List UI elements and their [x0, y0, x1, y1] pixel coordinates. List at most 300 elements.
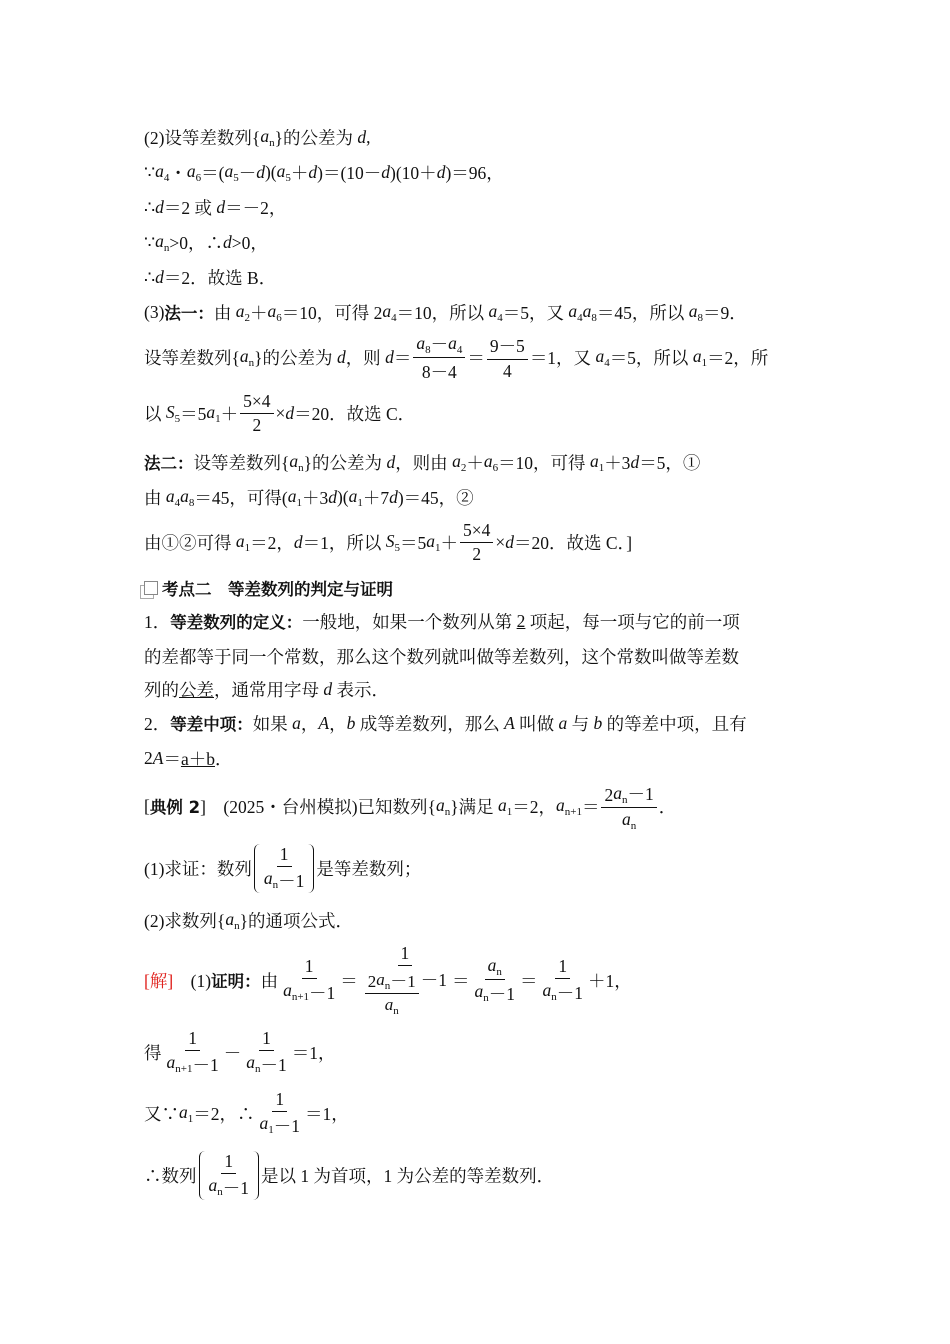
text-run: ＝1，又 [529, 347, 596, 368]
fraction-numerator [487, 333, 528, 360]
math-subscript: 2 [460, 461, 467, 474]
text-run: [ [144, 795, 150, 816]
text-run: (3) [144, 301, 165, 322]
fraction-denominator [500, 360, 515, 382]
text-run: ＝2，所 [707, 347, 769, 368]
fraction-numerator [365, 967, 419, 994]
math-variable: $a_4$ [568, 300, 583, 324]
text-run: 设等差数列{ [144, 347, 240, 368]
text-run: ＝2，∴ [193, 1103, 255, 1124]
text-run: ＝ [163, 748, 181, 769]
fraction-numerator [185, 1028, 200, 1051]
text-run: ． [658, 796, 677, 817]
math-subscript: n+1 [175, 1062, 193, 1075]
fraction-denominator [257, 1112, 304, 1138]
math-variable: d [381, 161, 391, 182]
text-run: 以 [144, 403, 166, 424]
math-variable: $a_n$ [542, 979, 557, 1003]
text-run: ∵ [144, 161, 156, 182]
text-run: )＝(10－ [317, 162, 382, 183]
math-variable: $a_5$ [224, 160, 239, 184]
math-variable: $a_n$ [208, 1174, 223, 1198]
fraction-denominator [249, 414, 264, 436]
math-variable: $a_1$ [426, 530, 441, 554]
text-run: 又∵ [144, 1103, 179, 1124]
math-variable: $S_5$ [165, 401, 181, 425]
math-variable: $a_4$ [595, 345, 610, 369]
fraction-denominator [540, 979, 587, 1005]
fraction-denominator [472, 980, 519, 1006]
fraction-denominator [382, 994, 402, 1017]
math-variable: A [504, 712, 515, 733]
fraction [280, 956, 338, 1005]
math-subscript: n [621, 793, 628, 806]
math-variable: $a_8$ [416, 332, 431, 356]
text-run: ＝45，所以 [596, 302, 689, 323]
math-subscript: n [496, 965, 502, 978]
text-run: －1 [192, 1054, 219, 1075]
text-run: ] (2025・台州模拟)已知数列{ [200, 796, 436, 817]
fraction [257, 1089, 304, 1138]
text-run: ＝1，所以 [302, 532, 386, 553]
underlined-answer: a＋b [180, 748, 215, 769]
math-variable: $a_8$ [688, 300, 704, 324]
math-variable: A [152, 747, 164, 768]
text-run: 1 [304, 955, 314, 976]
text-run: 1 [279, 843, 289, 864]
math-subscript: 4 [456, 343, 463, 356]
text-run: ，则 [345, 347, 386, 368]
solution-label: [解] [144, 970, 174, 991]
math-subscript: n [298, 461, 304, 474]
fraction-numerator [413, 331, 465, 358]
math-subscript: n [483, 991, 489, 1004]
text-run: 成等差数列，那么 [355, 713, 505, 734]
text-run: 如果 [252, 713, 293, 734]
math-variable: $a_n$ [621, 808, 637, 832]
math-variable: d [308, 161, 318, 182]
text-run: ． [214, 748, 233, 769]
math-variable: $a_1$ [589, 450, 605, 474]
math-subscript: n [551, 990, 557, 1003]
math-subscript: 2 [244, 311, 251, 324]
math-subscript: 1 [701, 356, 708, 369]
text-run: (1)求证：数列 [144, 858, 252, 879]
fraction [601, 781, 656, 832]
text-run: －1 [260, 1054, 287, 1075]
math-variable: d [256, 161, 265, 182]
fraction [460, 520, 493, 565]
math-subscript: 5 [394, 541, 400, 554]
bold-label: 等差中项： [170, 715, 253, 734]
fraction [472, 955, 519, 1006]
math-variable: d [223, 231, 232, 252]
underlined-answer: 2 [516, 610, 526, 631]
text-run: 设等差数列{ [193, 452, 290, 473]
text-run: (1) [173, 970, 212, 991]
text-run: 列的 [144, 679, 179, 700]
text-run: 一般地，如果一个数列从第 [302, 611, 517, 632]
math-variable: d [357, 126, 367, 147]
math-variable: $S_5$ [385, 530, 400, 554]
text-run: －1 [627, 783, 654, 804]
math-subscript: 1 [598, 461, 605, 474]
fraction-numerator [398, 943, 413, 966]
text-run: ＋ [466, 452, 484, 473]
text-run: }的公差为 [303, 452, 387, 473]
fraction [240, 391, 273, 436]
text-run: 1 [558, 955, 568, 976]
text-run: 1 [275, 1088, 285, 1109]
text-run: ＝5 [180, 403, 207, 424]
fraction [261, 844, 308, 893]
text-run: ＝ [581, 796, 600, 817]
text-run: )( [264, 161, 277, 182]
text-run: ＝ [520, 970, 538, 991]
fraction-denominator [206, 1174, 253, 1200]
math-variable: d [436, 161, 446, 182]
math-variable: $a_6$ [186, 160, 202, 184]
text-run: ，则由 [395, 452, 453, 473]
text-run: 2 [144, 747, 153, 768]
text-run: ＝5，① [639, 452, 701, 473]
text-run: >0， [231, 232, 268, 253]
math-subscript: 1 [506, 805, 513, 818]
text-run: 由 [213, 302, 236, 323]
text-run: 1 [400, 943, 410, 963]
text-run: 5×4 [243, 390, 271, 411]
text-run: 的差都等于同一个常数，那么这个数列就叫做等差数列，这个常数叫做等差数 [144, 646, 739, 667]
fraction-numerator [277, 844, 292, 867]
text-run: 与 [567, 713, 594, 734]
text-run: －1 [420, 970, 448, 990]
math-subscript: n [217, 1185, 223, 1198]
bold-label: 法一： [164, 304, 214, 323]
text-run: }的公差为 [274, 127, 358, 148]
text-run: 是等差数列； [316, 858, 422, 879]
math-subscript: 5 [285, 171, 291, 184]
text-run: ＝5，又 [502, 302, 569, 323]
math-variable: d [155, 266, 164, 287]
text-run: 1． [144, 611, 171, 632]
math-subscript: n+1 [564, 805, 582, 818]
math-subscript: n+1 [291, 990, 310, 1003]
text-run: ＝5 [400, 532, 427, 553]
fraction-numerator [485, 955, 505, 980]
text-run: ＝10，所以 [396, 302, 489, 323]
text-run: ＝－2， [225, 197, 287, 218]
math-variable: $a_6$ [483, 450, 499, 474]
fraction [206, 1151, 253, 1200]
fraction-numerator [259, 1028, 274, 1051]
text-run: ＝10，可得 [498, 452, 590, 473]
text-run: －1 [390, 972, 416, 991]
fraction-denominator [619, 808, 639, 832]
underlined-answer: 公差 [179, 679, 214, 700]
math-variable: $a_{n+1}$ [555, 794, 582, 818]
text-run: 项起，每一项与它的前一项 [525, 611, 740, 632]
math-variable: $a_1$ [348, 485, 363, 509]
text-run: 2 [367, 972, 377, 991]
text-run: )( [336, 486, 349, 507]
fraction-numerator [240, 391, 273, 414]
math-variable: $a_4$ [165, 485, 181, 509]
text-run: ＝1， [291, 1042, 336, 1063]
text-run: ＝20．故选 C．] [514, 532, 633, 553]
math-variable: $a_1$ [287, 485, 302, 509]
math-subscript: 8 [188, 496, 195, 509]
section-icon [144, 581, 158, 595]
fraction-numerator [460, 520, 493, 543]
math-variable: $a_5$ [276, 160, 291, 184]
text-run: >0，∴ [169, 232, 224, 253]
text-run: ，通常用字母 [214, 679, 324, 700]
math-variable: a [292, 712, 301, 733]
text-run: 表示． [332, 679, 389, 700]
math-variable: d [389, 486, 398, 507]
text-run: ＝2 或 [163, 197, 217, 218]
math-variable: d [323, 678, 333, 699]
text-run: ， [329, 713, 347, 734]
fraction-numerator [601, 781, 656, 808]
text-run: － [238, 162, 257, 183]
text-run: ＝ [452, 970, 470, 991]
text-run: 叫做 [514, 713, 559, 734]
math-subscript: 1 [357, 496, 363, 509]
fraction [360, 943, 450, 1017]
math-variable: b [346, 712, 356, 733]
text-run: ＝5，所以 [609, 347, 693, 368]
math-subscript: 4 [163, 171, 170, 184]
math-variable: d [285, 402, 295, 423]
set-braces [254, 844, 315, 893]
math-variable: $a_n$ [239, 345, 255, 369]
text-run: 1 [262, 1027, 271, 1048]
text-run: ＝9． [703, 302, 747, 323]
math-variable: $a_8$ [180, 485, 195, 509]
math-subscript: n [248, 356, 255, 369]
math-variable: $a_n$ [487, 954, 502, 978]
fraction-numerator [221, 1151, 236, 1174]
fraction-denominator [280, 979, 338, 1005]
fraction-denominator [243, 1051, 290, 1077]
math-variable: d [293, 531, 303, 552]
fraction [365, 967, 419, 1017]
math-subscript: 1 [244, 541, 251, 554]
text-run: 的等差中项，且有 [602, 713, 747, 734]
text-run: }满足 [450, 796, 498, 817]
text-run: －1 [556, 982, 584, 1003]
math-subscript: n [269, 136, 275, 149]
fraction-denominator [360, 966, 450, 1017]
text-run: －1 [222, 1177, 249, 1198]
text-run: － [223, 1042, 242, 1063]
math-variable: d [328, 486, 337, 507]
math-variable: d [336, 346, 346, 367]
math-variable: $a_4$ [488, 300, 503, 324]
math-variable: $a_1$ [259, 1112, 274, 1136]
math-subscript: n [444, 805, 451, 818]
bold-label: 法二： [144, 454, 194, 473]
math-variable: $a_8$ [582, 300, 597, 324]
math-variable: $a_n$ [263, 867, 279, 891]
text-run: ∴ [144, 266, 156, 287]
math-subscript: 8 [425, 343, 431, 356]
math-variable: d [386, 451, 396, 472]
math-variable: $a_n$ [260, 125, 275, 149]
text-run: }的通项公式． [239, 910, 353, 931]
text-run: ， [300, 713, 319, 734]
text-run: ＋ [290, 162, 309, 183]
math-subscript: 4 [604, 356, 610, 369]
text-run: ＝20．故选 C． [294, 403, 416, 424]
math-subscript: 6 [276, 311, 282, 324]
text-run: 2． [144, 713, 171, 734]
math-subscript: n [234, 919, 240, 932]
math-variable: $a_n$ [155, 230, 170, 254]
text-run: ＋3 [604, 452, 631, 473]
text-run: －1 [273, 1115, 300, 1136]
text-run: ＋ [440, 532, 458, 553]
text-run: )＝96， [445, 162, 504, 183]
text-run: 由①②可得 [144, 532, 236, 553]
text-run: (2)设等差数列{ [144, 127, 261, 148]
fraction-denominator [469, 543, 484, 565]
text-run: × [495, 531, 506, 552]
math-variable: $a_n$ [376, 970, 391, 992]
text-run: 4 [502, 360, 512, 381]
math-variable: $a_n$ [613, 782, 628, 806]
text-run: × [275, 402, 286, 423]
text-run: － [430, 333, 449, 354]
text-run: ＝10，可得 2 [281, 302, 383, 323]
math-subscript: 1 [435, 541, 441, 554]
math-subscript: 4 [174, 496, 181, 509]
fraction [164, 1028, 222, 1077]
text-run: ＝2， [250, 532, 294, 553]
text-run: ＋7 [362, 487, 390, 508]
text-run: 8－4 [421, 361, 457, 382]
text-run: 得 [144, 1042, 162, 1063]
math-variable: $a_n$ [289, 450, 304, 474]
bold-label: 典例 2 [149, 798, 201, 817]
text-run: －1 [278, 870, 305, 891]
text-run: ＝ [393, 347, 412, 368]
math-subscript: n [393, 1005, 399, 1017]
math-subscript: 5 [233, 171, 239, 184]
math-variable: $a_6$ [267, 300, 282, 324]
math-variable: $a_1$ [497, 794, 513, 818]
text-run: }的公差为 [254, 347, 337, 368]
math-subscript: n [163, 241, 170, 254]
text-run: 是以 1 为首项，1 为公差的等差数列． [261, 1165, 555, 1186]
fraction-denominator [419, 358, 460, 384]
text-run: ＝2．故选 B． [163, 267, 277, 288]
text-run: 1 [224, 1150, 234, 1171]
text-run: 1 [188, 1027, 197, 1048]
math-subscript: 6 [195, 171, 202, 184]
fraction-numerator [555, 956, 570, 979]
text-run: (2)求数列{ [144, 910, 226, 931]
math-variable: $a_n$ [435, 794, 451, 818]
fraction-numerator [302, 956, 317, 979]
math-variable: $a_n$ [384, 995, 399, 1017]
math-subscript: n [254, 1062, 261, 1075]
math-variable: $a_1$ [235, 530, 251, 554]
text-run: 由 [144, 487, 166, 508]
math-subscript: 1 [268, 1123, 274, 1136]
fraction [487, 333, 528, 382]
text-run: ＝( [201, 162, 225, 183]
text-run: 2 [252, 414, 262, 435]
math-subscript: 8 [591, 311, 597, 324]
text-run: ＝ [340, 970, 358, 991]
math-subscript: 5 [174, 412, 181, 425]
math-variable: a [558, 712, 568, 733]
math-variable: $a_1$ [206, 401, 221, 425]
text-run: ＝1， [305, 1103, 349, 1124]
text-run: 2 [604, 784, 614, 805]
math-variable: $a_4$ [382, 300, 397, 324]
math-variable: $a_4$ [155, 160, 170, 184]
text-run: ∴ [144, 196, 156, 217]
fraction-denominator [261, 867, 308, 893]
math-subscript: n [384, 980, 391, 992]
math-variable: b [593, 712, 603, 733]
text-run: ∵ [144, 231, 156, 252]
math-variable: $a_1$ [179, 1101, 194, 1125]
fraction-denominator [164, 1051, 222, 1077]
text-run: , [366, 126, 371, 147]
text-run: ＝45，可得( [194, 487, 288, 508]
fraction [413, 331, 465, 384]
math-variable: $a_2$ [235, 300, 251, 324]
text-run: 由 [260, 970, 279, 991]
text-run: ∴数列 [144, 1165, 197, 1186]
text-run: －1 [309, 982, 336, 1003]
math-variable: d [630, 451, 640, 472]
text-run: )(10＋ [390, 162, 437, 183]
text-run: －1 [488, 983, 516, 1004]
fraction-numerator [272, 1089, 287, 1112]
fraction [243, 1028, 290, 1077]
text-run: ＋3 [301, 487, 329, 508]
text-run: ＝2， [512, 796, 556, 817]
math-variable: d [505, 531, 514, 552]
math-variable: $a_4$ [448, 332, 463, 356]
math-variable: $a_{n+1}$ [166, 1051, 193, 1075]
math-variable: d [155, 196, 164, 217]
math-variable: $a_1$ [692, 345, 708, 369]
math-variable: d [216, 196, 226, 217]
text-run: 5×4 [463, 519, 491, 540]
text-run: ＋ [220, 403, 239, 424]
math-variable: $a_n$ [225, 908, 240, 932]
math-subscript: 1 [187, 1112, 194, 1125]
math-variable: $a_n$ [474, 980, 489, 1004]
math-subscript: 1 [296, 496, 302, 509]
text-run: ＋1， [588, 970, 632, 991]
math-subscript: n [272, 878, 279, 891]
math-variable: $a_n$ [246, 1051, 261, 1075]
math-variable: d [385, 346, 394, 367]
bold-label: 等差数列的定义： [170, 613, 303, 632]
bold-label: 考点二 等差数列的判定与证明 [162, 580, 393, 599]
text-run: )＝45，② [397, 487, 474, 508]
text-run: 2 [472, 543, 482, 564]
set-braces [199, 1151, 260, 1200]
math-subscript: 6 [492, 461, 499, 474]
